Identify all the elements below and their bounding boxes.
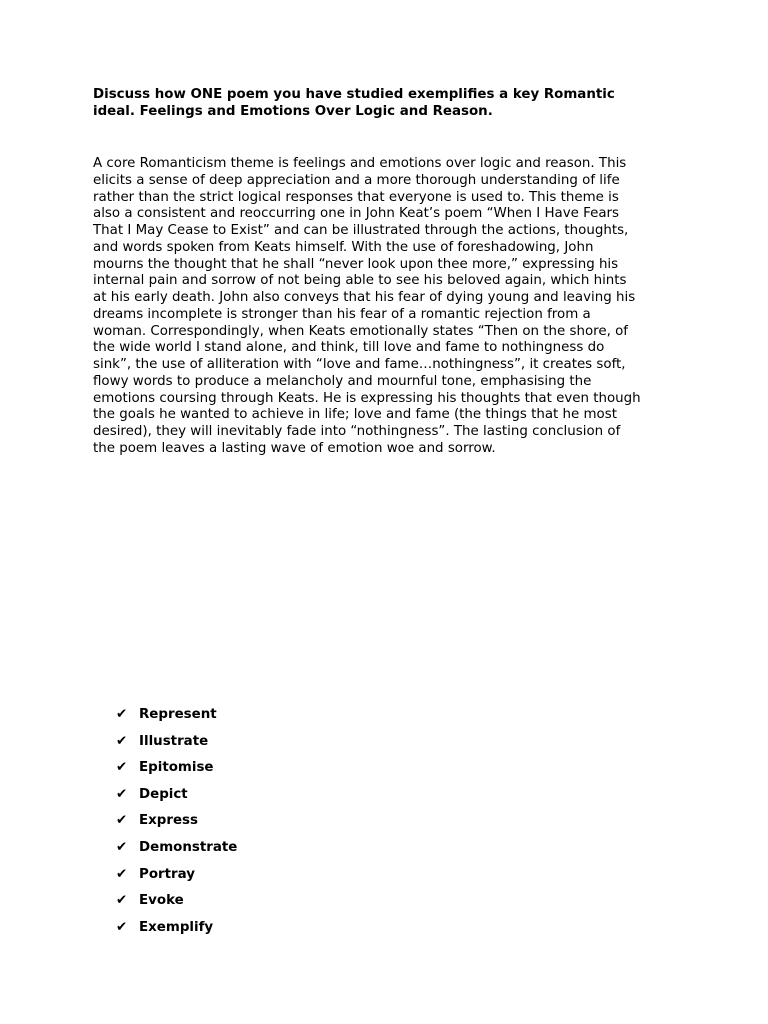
paragraph-line: the goals he wanted to achieve in life; love and fame (the things that he most bbox=[93, 407, 617, 423]
paragraph-line: emotions coursing through Keats. He is expressing his thoughts that even though bbox=[93, 390, 641, 406]
checklist-item-label: Depict bbox=[139, 786, 188, 802]
paragraph-line: desired), they will inevitably fade into “nothingness”. The lasting conclusion of bbox=[93, 424, 621, 439]
heading-line: ideal. Feelings and Emotions Over Logic and Reason. bbox=[93, 103, 493, 119]
checklist-item-label: Express bbox=[139, 813, 198, 829]
checklist-item bbox=[116, 706, 237, 733]
checkmark-icon: ✔ bbox=[116, 813, 128, 829]
paragraph-line: That I May Cease to Exist” and can be illustrated through the actions, thoughts, bbox=[93, 223, 629, 238]
essay-paragraph bbox=[93, 156, 685, 458]
paragraph-line: also a consistent and reoccurring one in John Keat’s poem “When I Have Fears bbox=[93, 206, 620, 222]
checklist-item-label: Epitomise bbox=[139, 760, 214, 776]
checklist-item bbox=[116, 839, 237, 866]
checklist-item-label: Represent bbox=[139, 707, 217, 722]
essay-question-heading bbox=[93, 87, 673, 120]
paragraph-line: internal pain and sorrow of not being able to see his beloved again, which hints bbox=[93, 273, 627, 289]
checklist-item bbox=[116, 812, 237, 839]
checkmark-icon: ✔ bbox=[116, 893, 128, 909]
checkmark-icon: ✔ bbox=[116, 786, 128, 802]
paragraph-line: woman. Correspondingly, when Keats emotionally states “Then on the shore, of bbox=[93, 323, 629, 339]
checkmark-icon: ✔ bbox=[116, 866, 128, 882]
vocabulary-checklist bbox=[116, 706, 237, 945]
paragraph-line: mourns the thought that he shall “never look upon thee more,” expressing his bbox=[93, 256, 619, 272]
paragraph-line: the poem leaves a lasting wave of emotion woe and sorrow. bbox=[93, 440, 496, 456]
checklist-item-label: Illustrate bbox=[139, 733, 209, 749]
checkmark-icon: ✔ bbox=[116, 760, 128, 776]
paragraph-line: A core Romanticism theme is feelings and emotions over logic and reason. This bbox=[93, 156, 627, 171]
paragraph-line: elicits a sense of deep appreciation and a more thorough understanding of life bbox=[93, 172, 620, 188]
checklist-item-label: Exemplify bbox=[139, 919, 214, 935]
checklist-item bbox=[116, 919, 237, 946]
paragraph-line: at his early death. John also conveys that his fear of dying young and leaving his bbox=[93, 290, 636, 305]
paragraph-line: rather than the strict logical responses that everyone is used to. This theme is bbox=[93, 189, 619, 205]
checklist-item-label: Evoke bbox=[139, 893, 184, 909]
heading-line: Discuss how ONE poem you have studied exemplifies a key Romantic bbox=[93, 87, 615, 102]
checkmark-icon: ✔ bbox=[116, 707, 128, 722]
checklist-item bbox=[116, 786, 237, 813]
paragraph-line: and words spoken from Keats himself. With the use of foreshadowing, John bbox=[93, 239, 594, 255]
checklist-item bbox=[116, 866, 237, 893]
paragraph-line: sink”, the use of alliteration with “love and fame…nothingness”, it creates soft, bbox=[93, 357, 626, 372]
checklist-item-label: Portray bbox=[139, 866, 195, 882]
paragraph-line: the wide world I stand alone, and think, till love and fame to nothingness do bbox=[93, 340, 605, 356]
paragraph-line: dreams incomplete is stronger than his fear of a romantic rejection from a bbox=[93, 306, 591, 322]
checkmark-icon: ✔ bbox=[116, 733, 128, 749]
checkmark-icon: ✔ bbox=[116, 919, 128, 935]
checklist-item bbox=[116, 892, 237, 919]
paragraph-line: flowy words to produce a melancholy and mournful tone, emphasising the bbox=[93, 373, 592, 389]
checklist-item bbox=[116, 733, 237, 760]
checkmark-icon: ✔ bbox=[116, 839, 128, 855]
checklist-item bbox=[116, 759, 237, 786]
checklist-item-label: Demonstrate bbox=[139, 839, 238, 855]
